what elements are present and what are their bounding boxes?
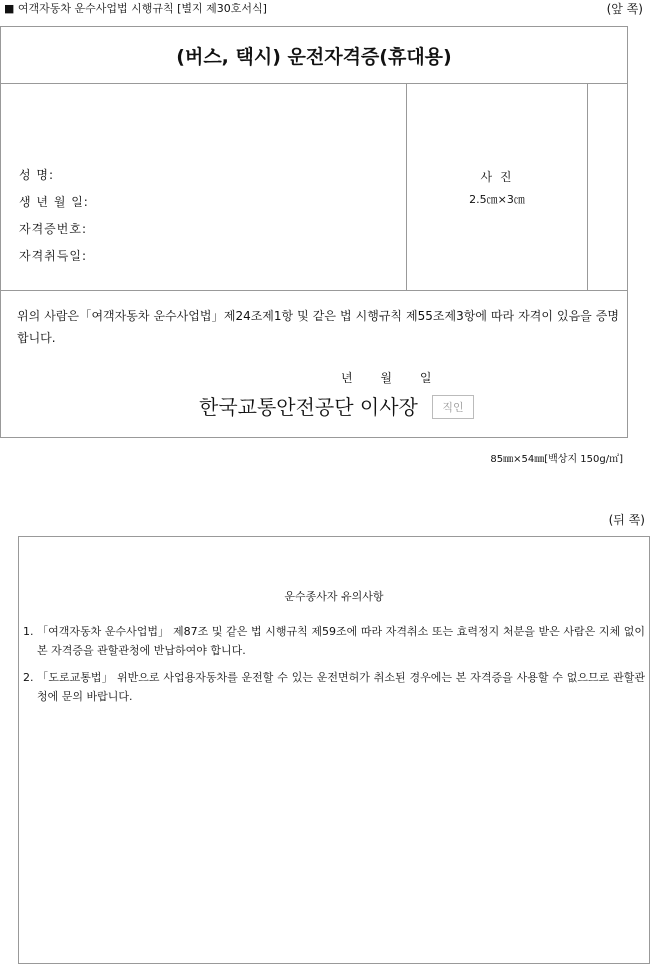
certification-statement: 위의 사람은「여객자동차 운수사업법」제24조제1항 및 같은 법 시행규칙 제55조제3항에 따라 자격이 있음을 증명합니다. bbox=[17, 309, 619, 345]
notice-item bbox=[23, 668, 645, 706]
acquisition-date-field: 자격취득일: bbox=[19, 249, 88, 263]
certificate-number-field: 자격증번호: bbox=[19, 222, 88, 236]
birth-date-field: 생 년 월 일: bbox=[19, 195, 89, 209]
official-seal: 직인 bbox=[432, 395, 474, 419]
issue-date-line bbox=[341, 369, 431, 386]
card-title: (버스, 택시) 운전자격증(휴대용) bbox=[1, 27, 627, 84]
notice-item-number: 1. bbox=[23, 625, 34, 638]
back-side-label: (뒤 쪽) bbox=[608, 513, 645, 527]
front-side-label: (앞 쪽) bbox=[606, 2, 643, 16]
date-month: 월 bbox=[380, 371, 393, 385]
date-year: 년 bbox=[341, 371, 353, 385]
issuer-name: 한국교통안전공단 이사장 bbox=[199, 395, 418, 419]
notice-item-number: 2. bbox=[23, 671, 34, 684]
form-reference-header: ■ 여객자동차 운수사업법 시행규칙 [별지 제30호서식] bbox=[4, 2, 267, 15]
date-day: 일 bbox=[419, 371, 432, 385]
notice-item-text: 「도로교통법」 위반으로 사업용자동차를 운전할 수 있는 운전면허가 취소된 경우에는 본 자격증을 사용할 수 없으므로 관할관청에 문의 바랍니다. bbox=[37, 671, 645, 703]
notice-item-text: 「여객자동차 운수사업법」 제87조 및 같은 법 시행규칙 제59조에 따라 자격취소 또는 효력정지 처분을 받은 사람은 지체 없이 본 자격증을 관할관청에 반납하여야 합니다. bbox=[37, 625, 645, 657]
license-front-card bbox=[0, 26, 628, 438]
notice-title: 운수종사자 유의사항 bbox=[284, 590, 384, 603]
name-field: 성 명: bbox=[19, 168, 55, 182]
photo-box bbox=[406, 84, 588, 290]
photo-label: 사 진 bbox=[480, 170, 514, 184]
info-section bbox=[1, 84, 627, 291]
card-size-note: 85㎜×54㎜[백상지 150g/㎡] bbox=[490, 454, 623, 465]
photo-size: 2.5㎝×3㎝ bbox=[469, 193, 525, 206]
license-back-card bbox=[18, 536, 650, 964]
notice-item bbox=[23, 622, 645, 660]
